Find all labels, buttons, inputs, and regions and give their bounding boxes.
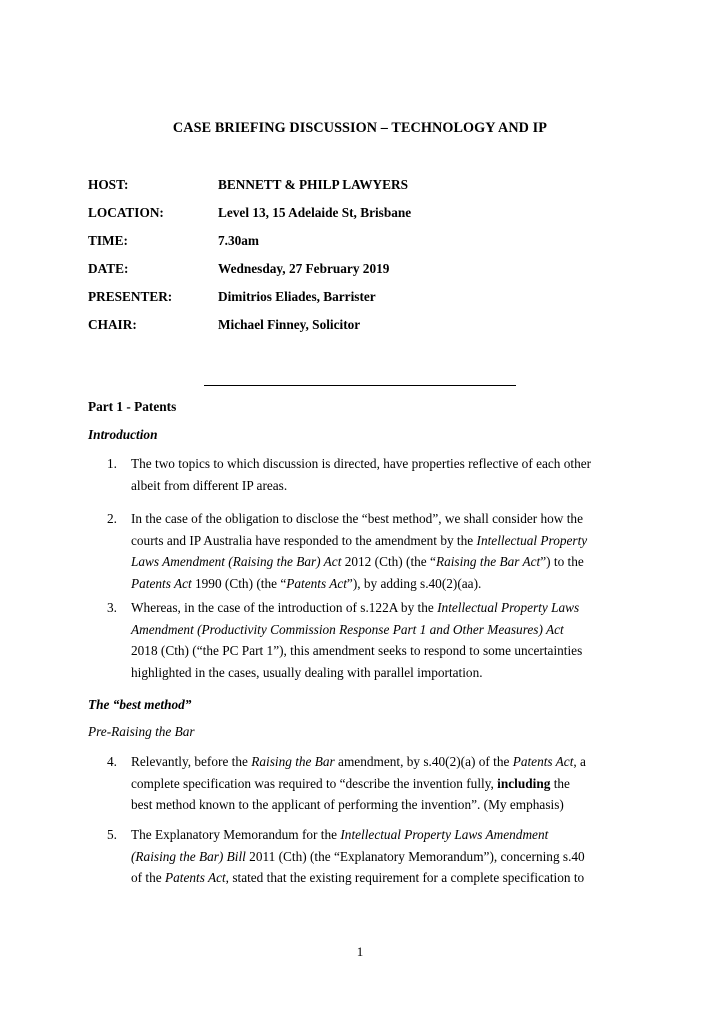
info-label: LOCATION:	[88, 205, 164, 220]
paragraph-line: Whereas, in the case of the introduction of s.122A by the Intellectual Property Laws	[131, 600, 580, 615]
info-label: DATE:	[88, 261, 129, 276]
paragraph-line: In the case of the obligation to disclose the “best method”, we shall consider how the	[131, 511, 583, 526]
info-label: HOST:	[88, 177, 129, 192]
paragraph-line: Laws Amendment (Raising the Bar) Act 2012 (Cth) (the “Raising the Bar Act”) to the	[131, 554, 584, 570]
section-heading-introduction: Introduction	[88, 427, 158, 442]
paragraph-line: best method known to the applicant of performing the invention”. (My emphasis)	[131, 797, 564, 813]
paragraph-line: complete specification was required to “describe the invention fully, including the	[131, 775, 570, 791]
info-label: PRESENTER:	[88, 289, 173, 304]
page-number: 1	[356, 944, 364, 959]
info-label: CHAIR:	[88, 317, 137, 332]
part-heading: Part 1 - Patents	[88, 399, 177, 414]
section-heading-best-method: The “best method”	[88, 697, 192, 712]
subsection-heading-pre-raising: Pre-Raising the Bar	[88, 724, 195, 739]
paragraph-line: Amendment (Productivity Commission Response Part 1 and Other Measures) Act	[131, 621, 564, 637]
paragraph-line: 2018 (Cth) (“the PC Part 1”), this amendment seeks to respond to some uncertainties	[131, 643, 583, 659]
paragraph-line: highlighted in the cases, usually dealing with parallel importation.	[131, 664, 483, 680]
paragraph-line: of the Patents Act, stated that the existing requirement for a complete specification to	[131, 870, 585, 886]
paragraph-line: (Raising the Bar) Bill 2011 (Cth) (the “Explanatory Memorandum”), concerning s.40	[131, 848, 585, 864]
info-value: Michael Finney, Solicitor	[218, 317, 361, 332]
paragraph-line: The Explanatory Memorandum for the Intellectual Property Laws Amendment	[131, 827, 549, 842]
document-title: CASE BRIEFING DISCUSSION – TECHNOLOGY AND IP	[172, 120, 548, 136]
info-value: BENNETT & PHILP LAWYERS	[218, 177, 409, 192]
paragraph-number: 5.	[107, 827, 117, 842]
info-label: TIME:	[88, 233, 128, 248]
paragraph-number: 4.	[107, 754, 117, 769]
horizontal-divider	[204, 385, 516, 386]
info-value: 7.30am	[218, 233, 259, 248]
paragraph-number: 2.	[107, 511, 117, 526]
info-value: Dimitrios Eliades, Barrister	[218, 289, 376, 304]
paragraph-line: Relevantly, before the Raising the Bar amendment, by s.40(2)(a) of the Patents Act, a	[131, 754, 586, 769]
info-value: Wednesday, 27 February 2019	[218, 261, 390, 276]
paragraph-number: 1.	[107, 456, 117, 471]
paragraph-line: Patents Act 1990 (Cth) (the “Patents Act”), by adding s.40(2)(aa).	[131, 575, 482, 591]
info-value: Level 13, 15 Adelaide St, Brisbane	[218, 205, 412, 220]
paragraph-line: courts and IP Australia have responded to the amendment by the Intellectual Property	[131, 532, 588, 548]
paragraph-line: albeit from different IP areas.	[131, 477, 288, 493]
paragraph-line: The two topics to which discussion is directed, have properties reflective of each other	[131, 456, 592, 471]
paragraph-number: 3.	[107, 600, 117, 615]
